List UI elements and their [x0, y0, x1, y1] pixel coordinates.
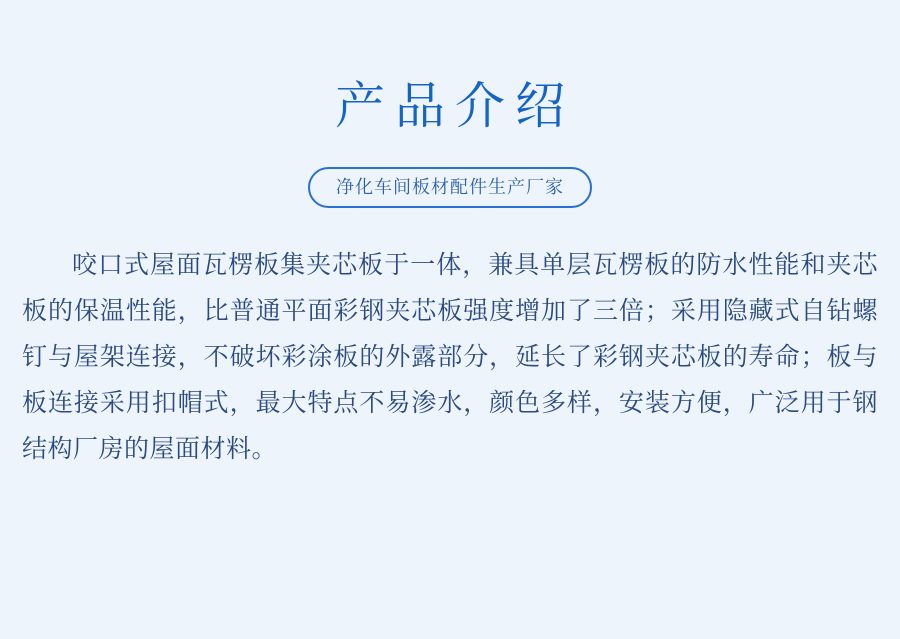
- subtitle-badge: 净化车间板材配件生产厂家: [308, 167, 592, 208]
- page-title: 产品介绍: [335, 77, 575, 134]
- product-description: 咬口式屋面瓦楞板集夹芯板于一体，兼具单层瓦楞板的防水性能和夹芯板的保温性能，比普通平面彩钢夹芯板强度增加了三倍；采用隐藏式自钻螺钉与屋架连接，不破坏彩涂板的外露部分，延长了彩钢夹芯板的寿命；板与板连接采用扣帽式，最大特点不易渗水，颜色多样，安装方便，广泛用于钢结构厂房的屋面材料。: [22, 251, 878, 463]
- product-intro-page: [0, 34, 900, 639]
- subtitle-container: [0, 167, 900, 208]
